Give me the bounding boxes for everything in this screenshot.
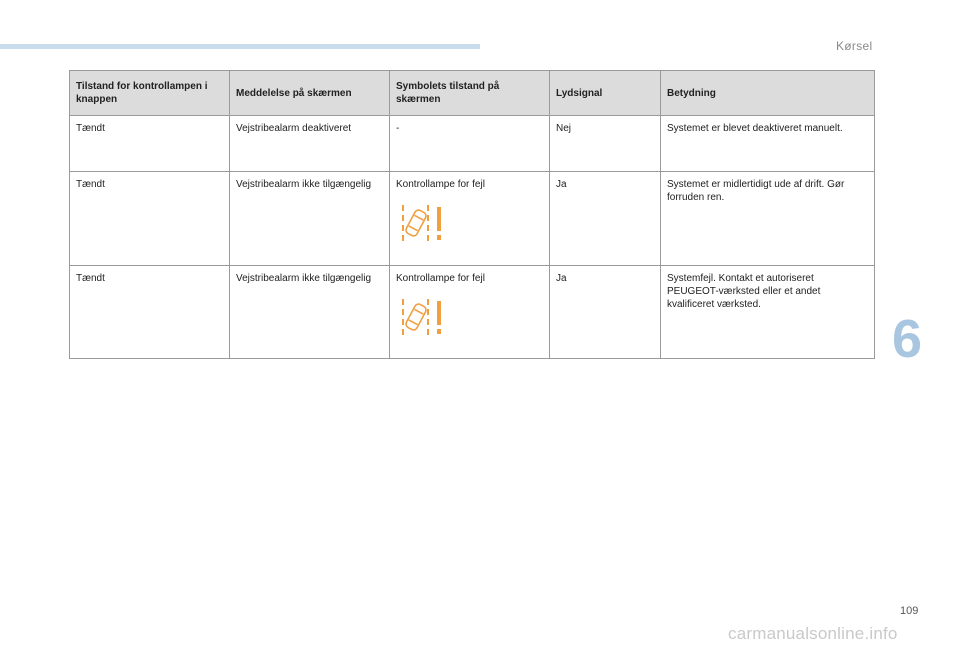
- column-header-symbol: Symbolets tilstand på skærmen: [390, 71, 550, 116]
- cell-state: Tændt: [70, 172, 230, 266]
- lane-departure-status-table: [69, 70, 875, 359]
- column-header-message: Meddelelse på skærmen: [230, 71, 390, 116]
- cell-meaning: Systemfejl. Kontakt et autoriseret PEUGEOT-værksted eller et andet kvalificeret værksted.: [661, 266, 875, 359]
- section-title: Kørsel: [836, 39, 873, 53]
- cell-message: Vejstribealarm ikke tilgængelig: [230, 266, 390, 359]
- cell-sound: Nej: [550, 116, 661, 172]
- cell-message: Vejstribealarm deaktiveret: [230, 116, 390, 172]
- watermark: carmanualsonline.info: [728, 624, 898, 643]
- cell-symbol-text: -: [396, 123, 400, 134]
- cell-sound: Ja: [550, 266, 661, 359]
- table-row: [70, 266, 875, 359]
- cell-symbol-text: Kontrollampe for fejl: [396, 273, 485, 284]
- cell-state: Tændt: [70, 116, 230, 172]
- column-header-meaning: Betydning: [661, 71, 875, 116]
- cell-state: Tændt: [70, 266, 230, 359]
- cell-symbol: [390, 116, 550, 172]
- table-header-row: [70, 71, 875, 116]
- lane-departure-warning-icon: [400, 297, 446, 337]
- column-header-state: Tilstand for kontrollampen i knappen: [70, 71, 230, 116]
- page-number: 109: [900, 605, 919, 617]
- table-row: [70, 116, 875, 172]
- cell-message: Vejstribealarm ikke tilgængelig: [230, 172, 390, 266]
- cell-meaning: Systemet er blevet deaktiveret manuelt.: [661, 116, 875, 172]
- cell-meaning: Systemet er midlertidigt ude af drift. Gør forruden ren.: [661, 172, 875, 266]
- cell-symbol: [390, 172, 550, 266]
- chapter-number: 6: [892, 309, 923, 369]
- header-accent-bar: [0, 44, 480, 49]
- cell-symbol-text: Kontrollampe for fejl: [396, 179, 485, 190]
- column-header-sound: Lydsignal: [550, 71, 661, 116]
- cell-sound: Ja: [550, 172, 661, 266]
- cell-symbol: [390, 266, 550, 359]
- lane-departure-warning-icon: [400, 203, 446, 243]
- table-row: [70, 172, 875, 266]
